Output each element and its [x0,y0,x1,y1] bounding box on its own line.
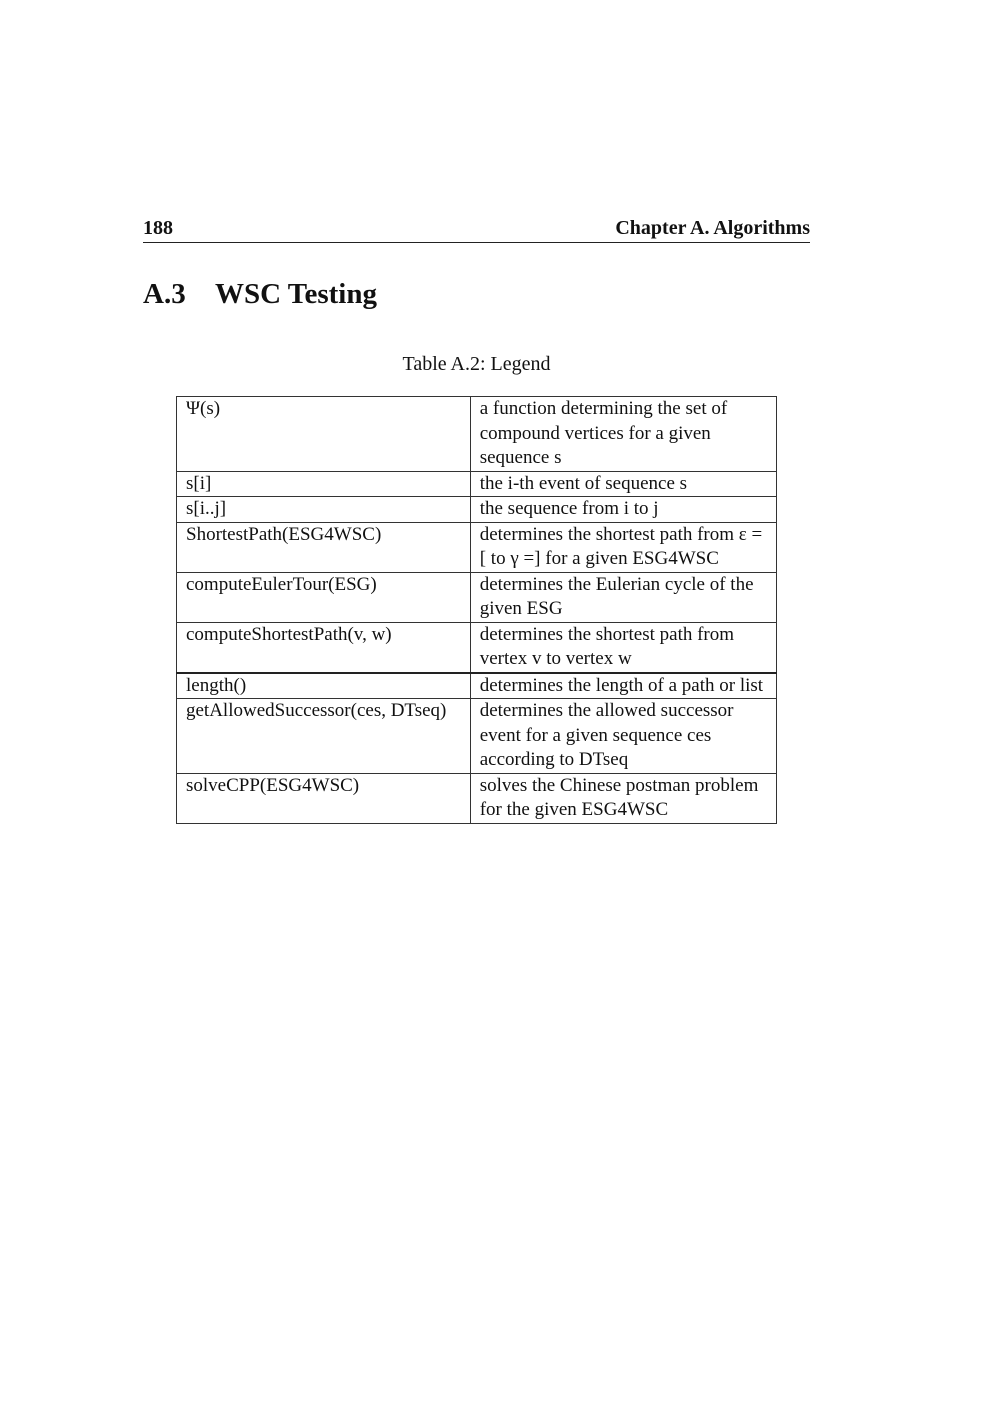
table-caption: Table A.2: Legend [402,353,551,375]
description-cell: determines the shortest path from ε = [ to γ =] for a given ESG4WSC [470,522,776,572]
section-number: A.3 [143,278,186,310]
table-row [177,397,777,472]
table-row [177,673,777,699]
term-cell: s[i..j] [177,497,471,523]
section-heading [143,278,377,311]
table-row [177,471,777,497]
section-title: WSC Testing [215,278,377,310]
description-cell: determines the length of a path or list [470,673,776,699]
description-cell: solves the Chinese postman problem for the given ESG4WSC [470,773,776,823]
description-cell: determines the allowed successor event for a given sequence ces according to DTseq [470,699,776,774]
term-cell: s[i] [177,471,471,497]
term-cell: length() [177,673,471,699]
description-cell: the sequence from i to j [470,497,776,523]
description-cell: determines the shortest path from vertex v to vertex w [470,622,776,673]
legend-table [176,396,777,824]
table-row [177,622,777,673]
term-cell: solveCPP(ESG4WSC) [177,773,471,823]
running-head: Chapter A. Algorithms [615,217,810,239]
term-cell: Ψ(s) [177,397,471,472]
page-number: 188 [143,217,173,239]
term-cell: ShortestPath(ESG4WSC) [177,522,471,572]
term-cell: getAllowedSuccessor(ces, DTseq) [177,699,471,774]
description-cell: a function determining the set of compound vertices for a given sequence s [470,397,776,472]
term-cell: computeShortestPath(v, w) [177,622,471,673]
table-row [177,773,777,823]
page-header [143,215,810,243]
description-cell: determines the Eulerian cycle of the given ESG [470,572,776,622]
table-row [177,522,777,572]
table-row [177,572,777,622]
term-cell: computeEulerTour(ESG) [177,572,471,622]
table-row [177,699,777,774]
table-row [177,497,777,523]
description-cell: the i-th event of sequence s [470,471,776,497]
